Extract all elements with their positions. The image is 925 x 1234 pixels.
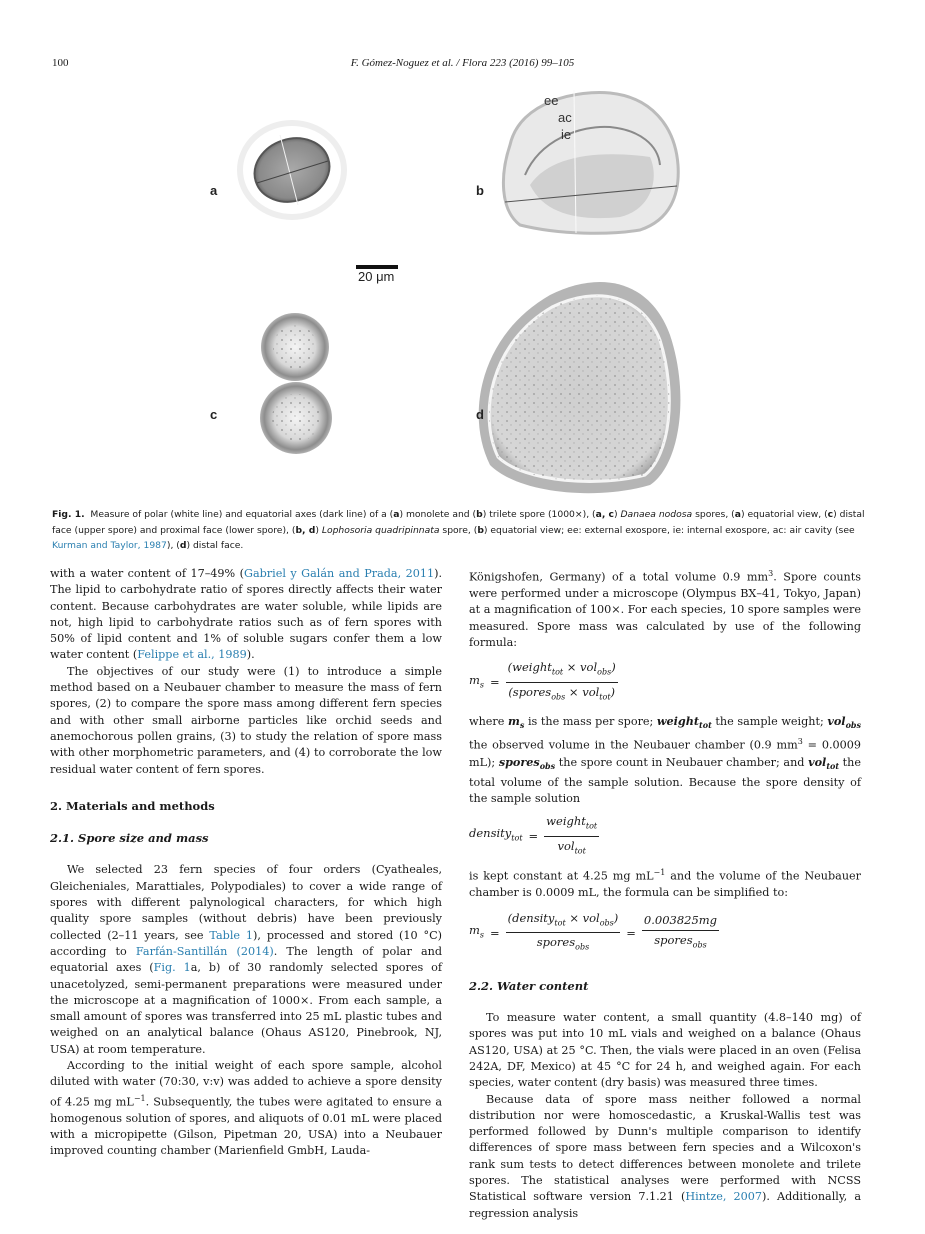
t: density [469,826,512,841]
text: According to the initial weight of each spore sample, alcohol diluted with water (70:30, v:v) was added to achieve a spore density of 4.25 mg mL [50,1059,442,1109]
t: weight [656,714,700,729]
sub: obs [551,692,566,702]
t: is kept constant at 4.25 mg mL [469,870,654,884]
sub: obs [599,917,614,927]
caption-bold: b [477,524,484,536]
t: spores [536,935,576,950]
species-name: Danaea nodosa [620,509,693,520]
equation-2 [469,813,861,859]
caption-text: ) equatorial view, ( [740,509,828,520]
panel-label-a: a [210,183,218,198]
fraction [506,910,621,956]
citation-link[interactable]: Kurman and Taylor, 1987 [52,540,167,551]
sup: 3 [797,736,803,746]
page-number: 100 [52,57,69,69]
sub: tot [599,692,611,702]
caption-text: ) trilete spore (1000×), ( [482,509,596,520]
text: We selected 23 fern species of four orders (Cyatheales, Gleicheniales, Marattiales, Polypodiales) to cover a wide range of spores with different palynological characters, for which high quality spore samples (without debris) have been previously collected (2–11 years, see [50,863,442,942]
sub: obs [539,761,556,772]
subsection-heading: 2.1. Spore size and mass [50,831,209,846]
caption-bold: c [827,509,834,520]
paragraph [469,1092,861,1222]
eq-lhs [469,672,484,694]
t: and the volume of the Neubauer chamber is 0.0009 mL, the formula can be simplified to: [469,870,861,900]
figure-link[interactable]: Fig. 1 [153,961,191,975]
t: m [469,922,480,937]
t: (density [507,910,555,925]
caption-bold: b, d [295,524,316,536]
numerator [506,659,618,683]
caption-text: ) distal face. [186,540,244,551]
superscript: 3 [768,569,774,578]
sub: tot [574,845,586,855]
eq-lhs [469,922,484,944]
citation-link[interactable]: Felippe et al., 1989 [137,648,247,662]
equals: = [490,675,500,690]
sub: tot [554,917,566,927]
t: (weight [507,660,552,675]
sub: s [479,679,485,689]
sub: tot [511,833,523,843]
t: vol [808,754,827,769]
t: × vol [563,660,598,675]
t: ) [613,910,619,925]
denominator [537,933,589,956]
caption-text: spores, ( [692,509,735,520]
spore-d [479,282,681,493]
spore-micrographs [180,85,740,495]
t: ) [610,684,616,699]
numerator [544,813,599,837]
t: weight [546,814,586,829]
spore-a [240,123,344,217]
panel-label-b: b [476,183,484,198]
sub: tot [585,821,598,831]
text: ). The lipid to carbohydrate ratio of spores directly affects their water content. Because carbohydrates are water soluble, while lipids are not, high lipid to carbohydrate ratios such as of fern spores with 50% of lipid content and 1% of soluble sugars confer them a low water content ( [50,567,442,662]
citation-link[interactable]: Farfán-Santillán (2014) [135,944,274,958]
caption-text: ) equatorial view; ee: external exospore, ie: internal exospore, ac: air cavity (see [483,524,855,536]
paragraph-definitions [469,713,861,807]
journal-reference: F. Gómez-Noguez et al. / Flora 223 (2016) 99–105 [350,57,575,69]
paragraph [50,566,442,664]
annotation-ie: ie [561,127,572,142]
caption-text: ) monolete and ( [399,509,477,520]
t: 0.003825mg [643,913,718,928]
text: ). [246,648,255,662]
var: m [469,672,480,687]
t: the observed volume in the Neubauer chamber (0.9 mm [469,738,798,752]
t: where [469,715,508,729]
fraction [544,813,599,859]
paragraph [50,1058,442,1160]
t: the sample weight; [711,715,828,729]
text: ), processed and stored (10 °C) according to [50,928,443,958]
text: . Spore counts were performed under a microscope (Olympus BX–41, Tokyo, Japan) at a magnification of 100×. For each species, 10 spore samples were measured. Spore mass was calculated by use of the following formula: [469,570,861,649]
caption-text: Measure of polar (white line) and equatorial axes (dark line) of a ( [90,509,394,520]
equation-3 [469,910,861,956]
caption-label: Fig. 1. [52,509,85,520]
sub: tot [826,761,840,772]
paragraph [50,862,442,1058]
t: × vol [565,684,600,699]
citation-link[interactable]: Gabriel y Galán and Prada, 2011 [244,567,435,580]
caption-text: spore, ( [439,524,478,536]
t: the total volume of the sample solution. Because the spore density of the sample solution [469,755,861,805]
eq-lhs [469,825,523,847]
caption-bold: a [393,509,400,520]
text: a, b) of 30 randomly selected spores of unacetolyzed, semi-permanent preparations were measured under the microscope at a magnification of 1000×. From each sample, a small amount of spores was transferred into 25 mL plastic tubes and weighed on an analytical balance (Ohaus AS120, Pinebrook, NJ, USA) at room temperature. [50,961,443,1056]
t: spores [498,754,540,769]
sub: obs [597,667,612,677]
equation-1 [469,659,861,705]
subsection-heading: 2.2. Water content [469,978,589,993]
figure-caption [52,507,874,554]
paragraph [469,566,861,651]
spore-c [260,313,332,454]
sub: obs [692,939,707,949]
caption-text: ) distal face (upper spore) and proximal face (lower spore), ( [52,509,865,536]
t: vol [557,838,575,853]
equals: = [490,925,500,940]
left-column [50,566,442,1160]
t: ) [611,660,616,675]
paragraph: To measure water content, a small quantity (4.8–140 mg) of spores was put into 10 mL vials and weighed on a balance (Ohaus AS120, USA) at 25 °C. Then, the vials were placed in an oven (Felisa 242A, DF, Mexico) at 45 °C for 24 h, and weighed again. For each species, water content (dry basis) was measured three times. [469,1011,861,1090]
fraction [642,912,719,953]
caption-bold: b [476,509,483,520]
spore-b [503,90,678,233]
denominator [557,837,585,860]
panel-label-c: c [210,407,218,422]
var [498,754,556,772]
denominator [508,683,615,706]
var [507,714,525,731]
t: Because data of spore mass neither followed a normal distribution nor were homoscedastic, a Kruskal-Wallis test was performed followed by Dunn's multiple comparison to identify differences of spore mass between fern species and a Wilcoxon's rank sum tests to detect differences between monolete and trilete spores. The statistical analyses were performed with NCSS Statistical software version 7.1.21 ( [469,1092,861,1204]
paragraph-objectives: The objectives of our study were (1) to introduce a simple method based on a Neubauer chamber to measure the mass of fern spores, (2) to compare the spore mass among different fern species and with other small airborne particles like orchid seeds and anemochorous pollen grains, (3) to study the relation of spore mass with other morphometric parameters, and (4) to corroborate the low residual water content of fern spores. [50,664,442,776]
t: vol [827,714,846,729]
text: with a water content of 17–49% ( [50,567,245,580]
sub: obs [575,942,590,952]
sub: tot [551,667,564,677]
var [656,714,712,731]
scale-bar-label: 20 μm [358,269,395,284]
caption-text: ) [613,509,621,520]
sub: s [519,720,525,731]
caption-text: ) [315,524,322,536]
numerator [506,910,621,934]
caption-bold: d [179,540,187,551]
section-heading: 2. Materials and methods [50,798,215,813]
paragraph [469,865,861,901]
caption-text: ), ( [166,540,180,551]
t: (spores [508,684,552,699]
caption-bold: a, c [595,509,614,520]
annotation-ee: ee [544,93,559,108]
equals: = [626,925,636,940]
text: . The length of polar and equatorial axes ( [50,944,442,975]
text: Königshofen, Germany) of a total volume 0.9 mm [469,570,769,584]
superscript: −1 [133,1093,146,1103]
citation-link[interactable]: Hintze, 2007 [685,1190,763,1204]
denominator [654,931,706,954]
t: ). Additionally, a regression analysis [469,1190,861,1220]
equals: = [528,829,539,844]
fraction [506,659,618,705]
t: is the mass per spore; [524,715,657,729]
numerator [642,912,719,930]
caption-bold: a [734,509,741,520]
t: × vol [565,910,600,925]
var [808,754,840,772]
right-column [469,566,861,1222]
t: = 0.0009 mL); [469,738,861,769]
sup: −1 [653,868,666,878]
var [827,714,861,731]
t: the spore count in Neubauer chamber; and [555,755,809,769]
sub: tot [699,720,712,731]
panel-label-d: d [476,407,484,422]
annotation-ac: ac [558,110,572,125]
sub: obs [845,720,861,731]
t: spores [654,932,693,947]
sub: s [479,930,485,940]
running-head [0,57,925,73]
t: m [507,714,520,729]
species-name: Lophosoria quadripinnata [321,524,440,536]
figure-1 [180,85,740,495]
text: . Subsequently, the tubes were agitated to ensure a homogenous solution of spores, and aliquots of 0.01 mL were placed with a micropipette (Gilson, Pipetman 20, USA) into a Neubauer improved counting chamber (Marienfield GmbH, Lauda- [50,1095,442,1158]
table-link[interactable]: Table 1 [209,928,254,942]
